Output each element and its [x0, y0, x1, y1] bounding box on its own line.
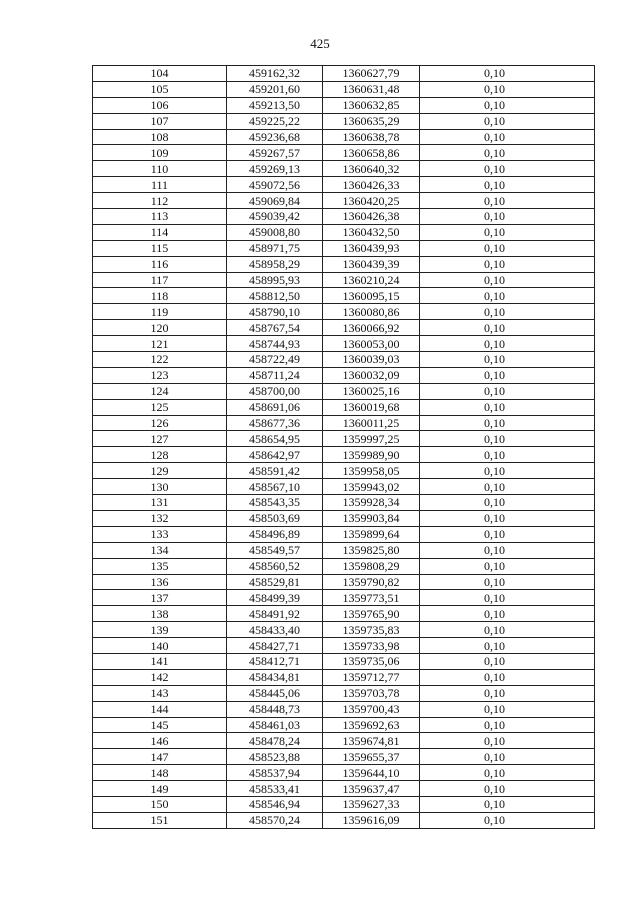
x-coordinate-cell: 458503,69	[227, 510, 323, 526]
x-coordinate-cell: 458654,95	[227, 431, 323, 447]
point-number-cell: 117	[93, 272, 227, 288]
y-coordinate-cell: 1360095,15	[323, 288, 420, 304]
value-cell: 0,10	[420, 510, 595, 526]
point-number-cell: 150	[93, 796, 227, 812]
table-row	[93, 653, 595, 669]
x-coordinate-cell: 459213,50	[227, 97, 323, 113]
table-row	[93, 161, 595, 177]
y-coordinate-cell: 1359899,64	[323, 526, 420, 542]
value-cell: 0,10	[420, 367, 595, 383]
point-number-cell: 139	[93, 622, 227, 638]
value-cell: 0,10	[420, 447, 595, 463]
y-coordinate-cell: 1359790,82	[323, 574, 420, 590]
y-coordinate-cell: 1359928,34	[323, 495, 420, 511]
x-coordinate-cell: 458711,24	[227, 367, 323, 383]
y-coordinate-cell: 1359943,02	[323, 479, 420, 495]
point-number-cell: 133	[93, 526, 227, 542]
point-number-cell: 146	[93, 733, 227, 749]
point-number-cell: 114	[93, 224, 227, 240]
point-number-cell: 149	[93, 781, 227, 797]
value-cell: 0,10	[420, 590, 595, 606]
point-number-cell: 118	[93, 288, 227, 304]
y-coordinate-cell: 1360432,50	[323, 224, 420, 240]
table-row	[93, 606, 595, 622]
value-cell: 0,10	[420, 224, 595, 240]
point-number-cell: 144	[93, 701, 227, 717]
y-coordinate-cell: 1360025,16	[323, 383, 420, 399]
point-number-cell: 136	[93, 574, 227, 590]
point-number-cell: 122	[93, 352, 227, 368]
point-number-cell: 141	[93, 653, 227, 669]
table-row	[93, 113, 595, 129]
x-coordinate-cell: 458499,39	[227, 590, 323, 606]
point-number-cell: 134	[93, 542, 227, 558]
x-coordinate-cell: 458677,36	[227, 415, 323, 431]
value-cell: 0,10	[420, 749, 595, 765]
value-cell: 0,10	[420, 304, 595, 320]
y-coordinate-cell: 1360032,09	[323, 367, 420, 383]
x-coordinate-cell: 458412,71	[227, 653, 323, 669]
value-cell: 0,10	[420, 463, 595, 479]
x-coordinate-cell: 458744,93	[227, 336, 323, 352]
value-cell: 0,10	[420, 685, 595, 701]
x-coordinate-cell: 458537,94	[227, 765, 323, 781]
value-cell: 0,10	[420, 81, 595, 97]
table-row	[93, 66, 595, 82]
value-cell: 0,10	[420, 415, 595, 431]
value-cell: 0,10	[420, 209, 595, 225]
y-coordinate-cell: 1360420,25	[323, 193, 420, 209]
point-number-cell: 115	[93, 240, 227, 256]
y-coordinate-cell: 1359808,29	[323, 558, 420, 574]
x-coordinate-cell: 459236,68	[227, 129, 323, 145]
y-coordinate-cell: 1359903,84	[323, 510, 420, 526]
table-row	[93, 685, 595, 701]
table-row	[93, 224, 595, 240]
value-cell: 0,10	[420, 526, 595, 542]
value-cell: 0,10	[420, 558, 595, 574]
x-coordinate-cell: 458591,42	[227, 463, 323, 479]
y-coordinate-cell: 1359735,06	[323, 653, 420, 669]
value-cell: 0,10	[420, 336, 595, 352]
point-number-cell: 140	[93, 638, 227, 654]
x-coordinate-cell: 458546,94	[227, 796, 323, 812]
table-row	[93, 177, 595, 193]
y-coordinate-cell: 1360426,33	[323, 177, 420, 193]
y-coordinate-cell: 1359674,81	[323, 733, 420, 749]
y-coordinate-cell: 1359733,98	[323, 638, 420, 654]
y-coordinate-cell: 1359712,77	[323, 669, 420, 685]
x-coordinate-cell: 458461,03	[227, 717, 323, 733]
value-cell: 0,10	[420, 796, 595, 812]
y-coordinate-cell: 1360627,79	[323, 66, 420, 82]
value-cell: 0,10	[420, 145, 595, 161]
value-cell: 0,10	[420, 701, 595, 717]
table-row	[93, 526, 595, 542]
table-row	[93, 240, 595, 256]
y-coordinate-cell: 1360053,00	[323, 336, 420, 352]
table-row	[93, 733, 595, 749]
point-number-cell: 113	[93, 209, 227, 225]
value-cell: 0,10	[420, 781, 595, 797]
x-coordinate-cell: 458433,40	[227, 622, 323, 638]
table-row	[93, 447, 595, 463]
point-number-cell: 109	[93, 145, 227, 161]
point-number-cell: 119	[93, 304, 227, 320]
point-number-cell: 142	[93, 669, 227, 685]
x-coordinate-cell: 458445,06	[227, 685, 323, 701]
x-coordinate-cell: 458560,52	[227, 558, 323, 574]
x-coordinate-cell: 459162,32	[227, 66, 323, 82]
table-row	[93, 145, 595, 161]
y-coordinate-cell: 1359773,51	[323, 590, 420, 606]
point-number-cell: 127	[93, 431, 227, 447]
y-coordinate-cell: 1360439,39	[323, 256, 420, 272]
x-coordinate-cell: 458529,81	[227, 574, 323, 590]
x-coordinate-cell: 459267,57	[227, 145, 323, 161]
table-row	[93, 352, 595, 368]
table-row	[93, 510, 595, 526]
point-number-cell: 124	[93, 383, 227, 399]
table-row	[93, 781, 595, 797]
x-coordinate-cell: 458790,10	[227, 304, 323, 320]
value-cell: 0,10	[420, 653, 595, 669]
point-number-cell: 111	[93, 177, 227, 193]
value-cell: 0,10	[420, 97, 595, 113]
y-coordinate-cell: 1359735,83	[323, 622, 420, 638]
y-coordinate-cell: 1360439,93	[323, 240, 420, 256]
x-coordinate-cell: 458567,10	[227, 479, 323, 495]
point-number-cell: 110	[93, 161, 227, 177]
point-number-cell: 125	[93, 399, 227, 415]
value-cell: 0,10	[420, 574, 595, 590]
value-cell: 0,10	[420, 66, 595, 82]
value-cell: 0,10	[420, 161, 595, 177]
table-row	[93, 304, 595, 320]
value-cell: 0,10	[420, 717, 595, 733]
table-row	[93, 288, 595, 304]
point-number-cell: 116	[93, 256, 227, 272]
point-number-cell: 135	[93, 558, 227, 574]
x-coordinate-cell: 458543,35	[227, 495, 323, 511]
x-coordinate-cell: 458478,24	[227, 733, 323, 749]
point-number-cell: 137	[93, 590, 227, 606]
value-cell: 0,10	[420, 113, 595, 129]
value-cell: 0,10	[420, 622, 595, 638]
point-number-cell: 107	[93, 113, 227, 129]
table-row	[93, 272, 595, 288]
x-coordinate-cell: 458995,93	[227, 272, 323, 288]
point-number-cell: 112	[93, 193, 227, 209]
table-row	[93, 256, 595, 272]
x-coordinate-cell: 458971,75	[227, 240, 323, 256]
value-cell: 0,10	[420, 272, 595, 288]
table-row	[93, 796, 595, 812]
x-coordinate-cell: 458491,92	[227, 606, 323, 622]
value-cell: 0,10	[420, 256, 595, 272]
table-row	[93, 574, 595, 590]
value-cell: 0,10	[420, 638, 595, 654]
table-row	[93, 367, 595, 383]
value-cell: 0,10	[420, 495, 595, 511]
x-coordinate-cell: 459201,60	[227, 81, 323, 97]
value-cell: 0,10	[420, 606, 595, 622]
y-coordinate-cell: 1360658,86	[323, 145, 420, 161]
y-coordinate-cell: 1359692,63	[323, 717, 420, 733]
y-coordinate-cell: 1360019,68	[323, 399, 420, 415]
x-coordinate-cell: 459069,84	[227, 193, 323, 209]
x-coordinate-cell: 458700,00	[227, 383, 323, 399]
point-number-cell: 105	[93, 81, 227, 97]
y-coordinate-cell: 1360640,32	[323, 161, 420, 177]
value-cell: 0,10	[420, 288, 595, 304]
value-cell: 0,10	[420, 240, 595, 256]
y-coordinate-cell: 1359825,80	[323, 542, 420, 558]
value-cell: 0,10	[420, 765, 595, 781]
point-number-cell: 138	[93, 606, 227, 622]
value-cell: 0,10	[420, 733, 595, 749]
y-coordinate-cell: 1359637,47	[323, 781, 420, 797]
x-coordinate-cell: 459008,80	[227, 224, 323, 240]
y-coordinate-cell: 1360066,92	[323, 320, 420, 336]
table-row	[93, 336, 595, 352]
x-coordinate-cell: 459269,13	[227, 161, 323, 177]
x-coordinate-cell: 458642,97	[227, 447, 323, 463]
value-cell: 0,10	[420, 669, 595, 685]
value-cell: 0,10	[420, 812, 595, 828]
x-coordinate-cell: 458767,54	[227, 320, 323, 336]
point-number-cell: 151	[93, 812, 227, 828]
table-row	[93, 81, 595, 97]
table-body	[93, 66, 595, 829]
y-coordinate-cell: 1360080,86	[323, 304, 420, 320]
coordinates-table	[92, 65, 595, 829]
y-coordinate-cell: 1360011,25	[323, 415, 420, 431]
value-cell: 0,10	[420, 320, 595, 336]
table-row	[93, 590, 595, 606]
table-row	[93, 812, 595, 828]
value-cell: 0,10	[420, 383, 595, 399]
value-cell: 0,10	[420, 177, 595, 193]
table-row	[93, 320, 595, 336]
point-number-cell: 106	[93, 97, 227, 113]
y-coordinate-cell: 1359989,90	[323, 447, 420, 463]
point-number-cell: 132	[93, 510, 227, 526]
table-row	[93, 399, 595, 415]
y-coordinate-cell: 1360632,85	[323, 97, 420, 113]
x-coordinate-cell: 458549,57	[227, 542, 323, 558]
y-coordinate-cell: 1360635,29	[323, 113, 420, 129]
point-number-cell: 131	[93, 495, 227, 511]
y-coordinate-cell: 1359997,25	[323, 431, 420, 447]
y-coordinate-cell: 1359627,33	[323, 796, 420, 812]
value-cell: 0,10	[420, 399, 595, 415]
x-coordinate-cell: 458958,29	[227, 256, 323, 272]
table-row	[93, 193, 595, 209]
y-coordinate-cell: 1359655,37	[323, 749, 420, 765]
table-row	[93, 97, 595, 113]
x-coordinate-cell: 459072,56	[227, 177, 323, 193]
y-coordinate-cell: 1359700,43	[323, 701, 420, 717]
table-row	[93, 542, 595, 558]
table-row	[93, 765, 595, 781]
x-coordinate-cell: 458570,24	[227, 812, 323, 828]
y-coordinate-cell: 1360638,78	[323, 129, 420, 145]
y-coordinate-cell: 1360631,48	[323, 81, 420, 97]
y-coordinate-cell: 1359644,10	[323, 765, 420, 781]
y-coordinate-cell: 1360210,24	[323, 272, 420, 288]
value-cell: 0,10	[420, 352, 595, 368]
table-row	[93, 638, 595, 654]
table-row	[93, 717, 595, 733]
table-row	[93, 749, 595, 765]
table-row	[93, 383, 595, 399]
x-coordinate-cell: 458448,73	[227, 701, 323, 717]
value-cell: 0,10	[420, 542, 595, 558]
point-number-cell: 126	[93, 415, 227, 431]
table-row	[93, 431, 595, 447]
point-number-cell: 130	[93, 479, 227, 495]
point-number-cell: 104	[93, 66, 227, 82]
x-coordinate-cell: 458533,41	[227, 781, 323, 797]
table-row	[93, 558, 595, 574]
table-row	[93, 669, 595, 685]
value-cell: 0,10	[420, 431, 595, 447]
point-number-cell: 108	[93, 129, 227, 145]
x-coordinate-cell: 458812,50	[227, 288, 323, 304]
x-coordinate-cell: 459039,42	[227, 209, 323, 225]
table-row	[93, 415, 595, 431]
x-coordinate-cell: 458523,88	[227, 749, 323, 765]
value-cell: 0,10	[420, 193, 595, 209]
table-row	[93, 463, 595, 479]
table-row	[93, 495, 595, 511]
point-number-cell: 143	[93, 685, 227, 701]
table-row	[93, 479, 595, 495]
x-coordinate-cell: 458722,49	[227, 352, 323, 368]
page-number: 425	[310, 36, 330, 51]
point-number-cell: 121	[93, 336, 227, 352]
y-coordinate-cell: 1359765,90	[323, 606, 420, 622]
point-number-cell: 129	[93, 463, 227, 479]
y-coordinate-cell: 1360426,38	[323, 209, 420, 225]
x-coordinate-cell: 458691,06	[227, 399, 323, 415]
table-row	[93, 622, 595, 638]
y-coordinate-cell: 1359958,05	[323, 463, 420, 479]
point-number-cell: 128	[93, 447, 227, 463]
x-coordinate-cell: 459225,22	[227, 113, 323, 129]
y-coordinate-cell: 1359616,09	[323, 812, 420, 828]
value-cell: 0,10	[420, 479, 595, 495]
table-row	[93, 209, 595, 225]
y-coordinate-cell: 1359703,78	[323, 685, 420, 701]
point-number-cell: 147	[93, 749, 227, 765]
value-cell: 0,10	[420, 129, 595, 145]
x-coordinate-cell: 458434,81	[227, 669, 323, 685]
table-row	[93, 129, 595, 145]
point-number-cell: 148	[93, 765, 227, 781]
y-coordinate-cell: 1360039,03	[323, 352, 420, 368]
point-number-cell: 145	[93, 717, 227, 733]
point-number-cell: 123	[93, 367, 227, 383]
x-coordinate-cell: 458496,89	[227, 526, 323, 542]
x-coordinate-cell: 458427,71	[227, 638, 323, 654]
point-number-cell: 120	[93, 320, 227, 336]
table-row	[93, 701, 595, 717]
